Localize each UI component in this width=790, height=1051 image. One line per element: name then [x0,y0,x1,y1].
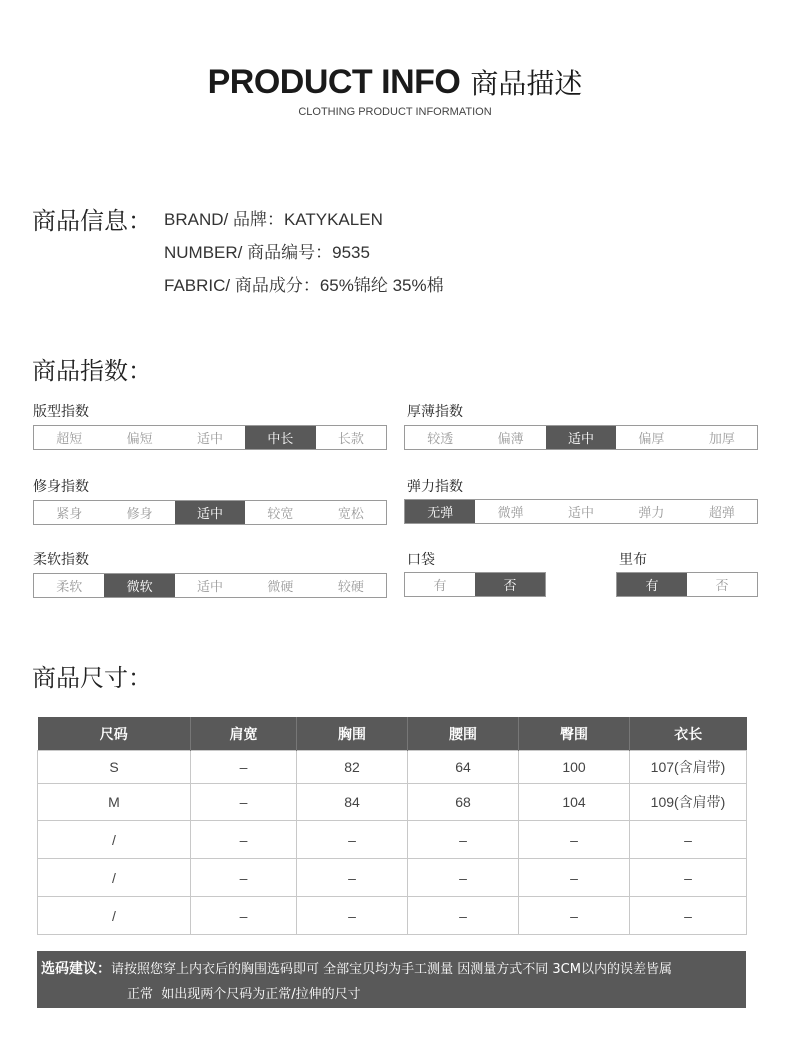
softness-index-label: 柔软指数 [33,552,89,568]
lining-label: 里布 [619,552,647,568]
size-advice-box [37,951,746,1008]
table-cell: – [630,821,747,859]
column-header: 尺码 [38,717,191,751]
size-table-header [38,717,747,751]
fit-option: 超短 [56,432,83,447]
table-cell: – [191,897,297,935]
slim-option: 修身 [126,507,153,522]
thickness-index-label: 厚薄指数 [407,404,463,420]
brand-line: BRAND/ 品牌：KATYKALEN [164,210,383,229]
fit-option: 适中 [197,432,224,447]
slim-option: 较宽 [267,507,294,522]
elasticity-index-label: 弹力指数 [407,479,463,495]
softness-option: 适中 [197,580,224,595]
softness-option: 微硬 [267,580,294,595]
thickness-option: 适中 [546,426,616,449]
table-cell: – [408,897,519,935]
table-cell: – [191,751,297,784]
table-cell: – [297,821,408,859]
title-cn: 商品描述 [470,67,583,100]
fit-option: 长款 [337,432,364,447]
pocket-option: 否 [475,573,545,596]
thickness-option: 偏薄 [497,432,524,447]
fit-index-bar [33,425,387,450]
table-cell: – [408,821,519,859]
pocket-bar [404,572,546,597]
thickness-option: 较透 [427,432,454,447]
elasticity-option: 微弹 [497,506,524,521]
table-cell: – [630,897,747,935]
lining-option: 有 [617,573,687,596]
table-cell: – [408,859,519,897]
softness-option: 柔软 [56,580,83,595]
fit-option: 中长 [245,426,315,449]
table-cell: / [38,859,191,897]
lining-option: 否 [715,579,729,594]
size-heading: 商品尺寸： [32,664,152,692]
fabric-line: FABRIC/ 商品成分：65%锦纶 35%棉 [164,276,444,295]
slim-option: 宽松 [337,507,364,522]
pocket-option: 有 [433,579,447,594]
table-cell: 104 [519,784,630,821]
slim-index-label: 修身指数 [33,479,89,495]
table-cell: M [38,784,191,821]
table-row [38,784,747,821]
title-en: PRODUCT INFO [207,63,461,101]
slim-option: 适中 [175,501,245,524]
number-line: NUMBER/ 商品编号：9535 [164,243,370,262]
elasticity-option: 弹力 [638,506,665,521]
elasticity-index-bar [404,499,758,524]
table-cell: / [38,897,191,935]
table-cell: – [191,859,297,897]
elasticity-option: 超弹 [708,506,735,521]
softness-option: 较硬 [337,580,364,595]
thickness-index-bar [404,425,758,450]
page-header [0,62,790,102]
table-cell: – [519,821,630,859]
table-cell: – [519,859,630,897]
advice-line-2: 正常 如出现两个尺码为正常/拉伸的尺寸 [127,987,361,1002]
column-header: 腰围 [408,717,519,751]
fit-index-label: 版型指数 [33,404,89,420]
table-cell: 107(含肩带) [630,751,747,784]
table-cell: – [297,859,408,897]
table-cell: 109(含肩带) [630,784,747,821]
table-cell: – [191,784,297,821]
fit-option: 偏短 [126,432,153,447]
column-header: 衣长 [630,717,747,751]
table-cell: – [630,859,747,897]
softness-option: 微软 [104,574,174,597]
softness-index-bar [33,573,387,598]
table-row [38,751,747,784]
lining-bar [616,572,758,597]
table-cell: 82 [297,751,408,784]
column-header: 肩宽 [191,717,297,751]
table-cell: 100 [519,751,630,784]
table-cell: – [297,897,408,935]
advice-line-1: 请按照您穿上内衣后的胸围选码即可 全部宝贝均为手工测量 因测量方式不同 3CM以内的误差皆属 [111,962,672,977]
table-cell: / [38,821,191,859]
table-cell: S [38,751,191,784]
column-header: 胸围 [297,717,408,751]
subtitle: CLOTHING PRODUCT INFORMATION [298,106,492,118]
column-header: 臀围 [519,717,630,751]
advice-label: 选码建议： [41,961,111,977]
thickness-option: 偏厚 [638,432,665,447]
thickness-option: 加厚 [708,432,735,447]
elasticity-option: 适中 [568,506,595,521]
elasticity-option: 无弹 [405,500,475,523]
indices-heading: 商品指数： [32,357,152,385]
pocket-label: 口袋 [407,552,435,568]
table-cell: 64 [408,751,519,784]
table-row [38,859,747,897]
info-heading: 商品信息： [32,207,152,235]
table-row [38,897,747,935]
slim-index-bar [33,500,387,525]
table-cell: – [191,821,297,859]
table-cell: – [519,897,630,935]
table-row [38,821,747,859]
size-table [37,717,747,935]
table-cell: 68 [408,784,519,821]
table-cell: 84 [297,784,408,821]
slim-option: 紧身 [56,507,83,522]
